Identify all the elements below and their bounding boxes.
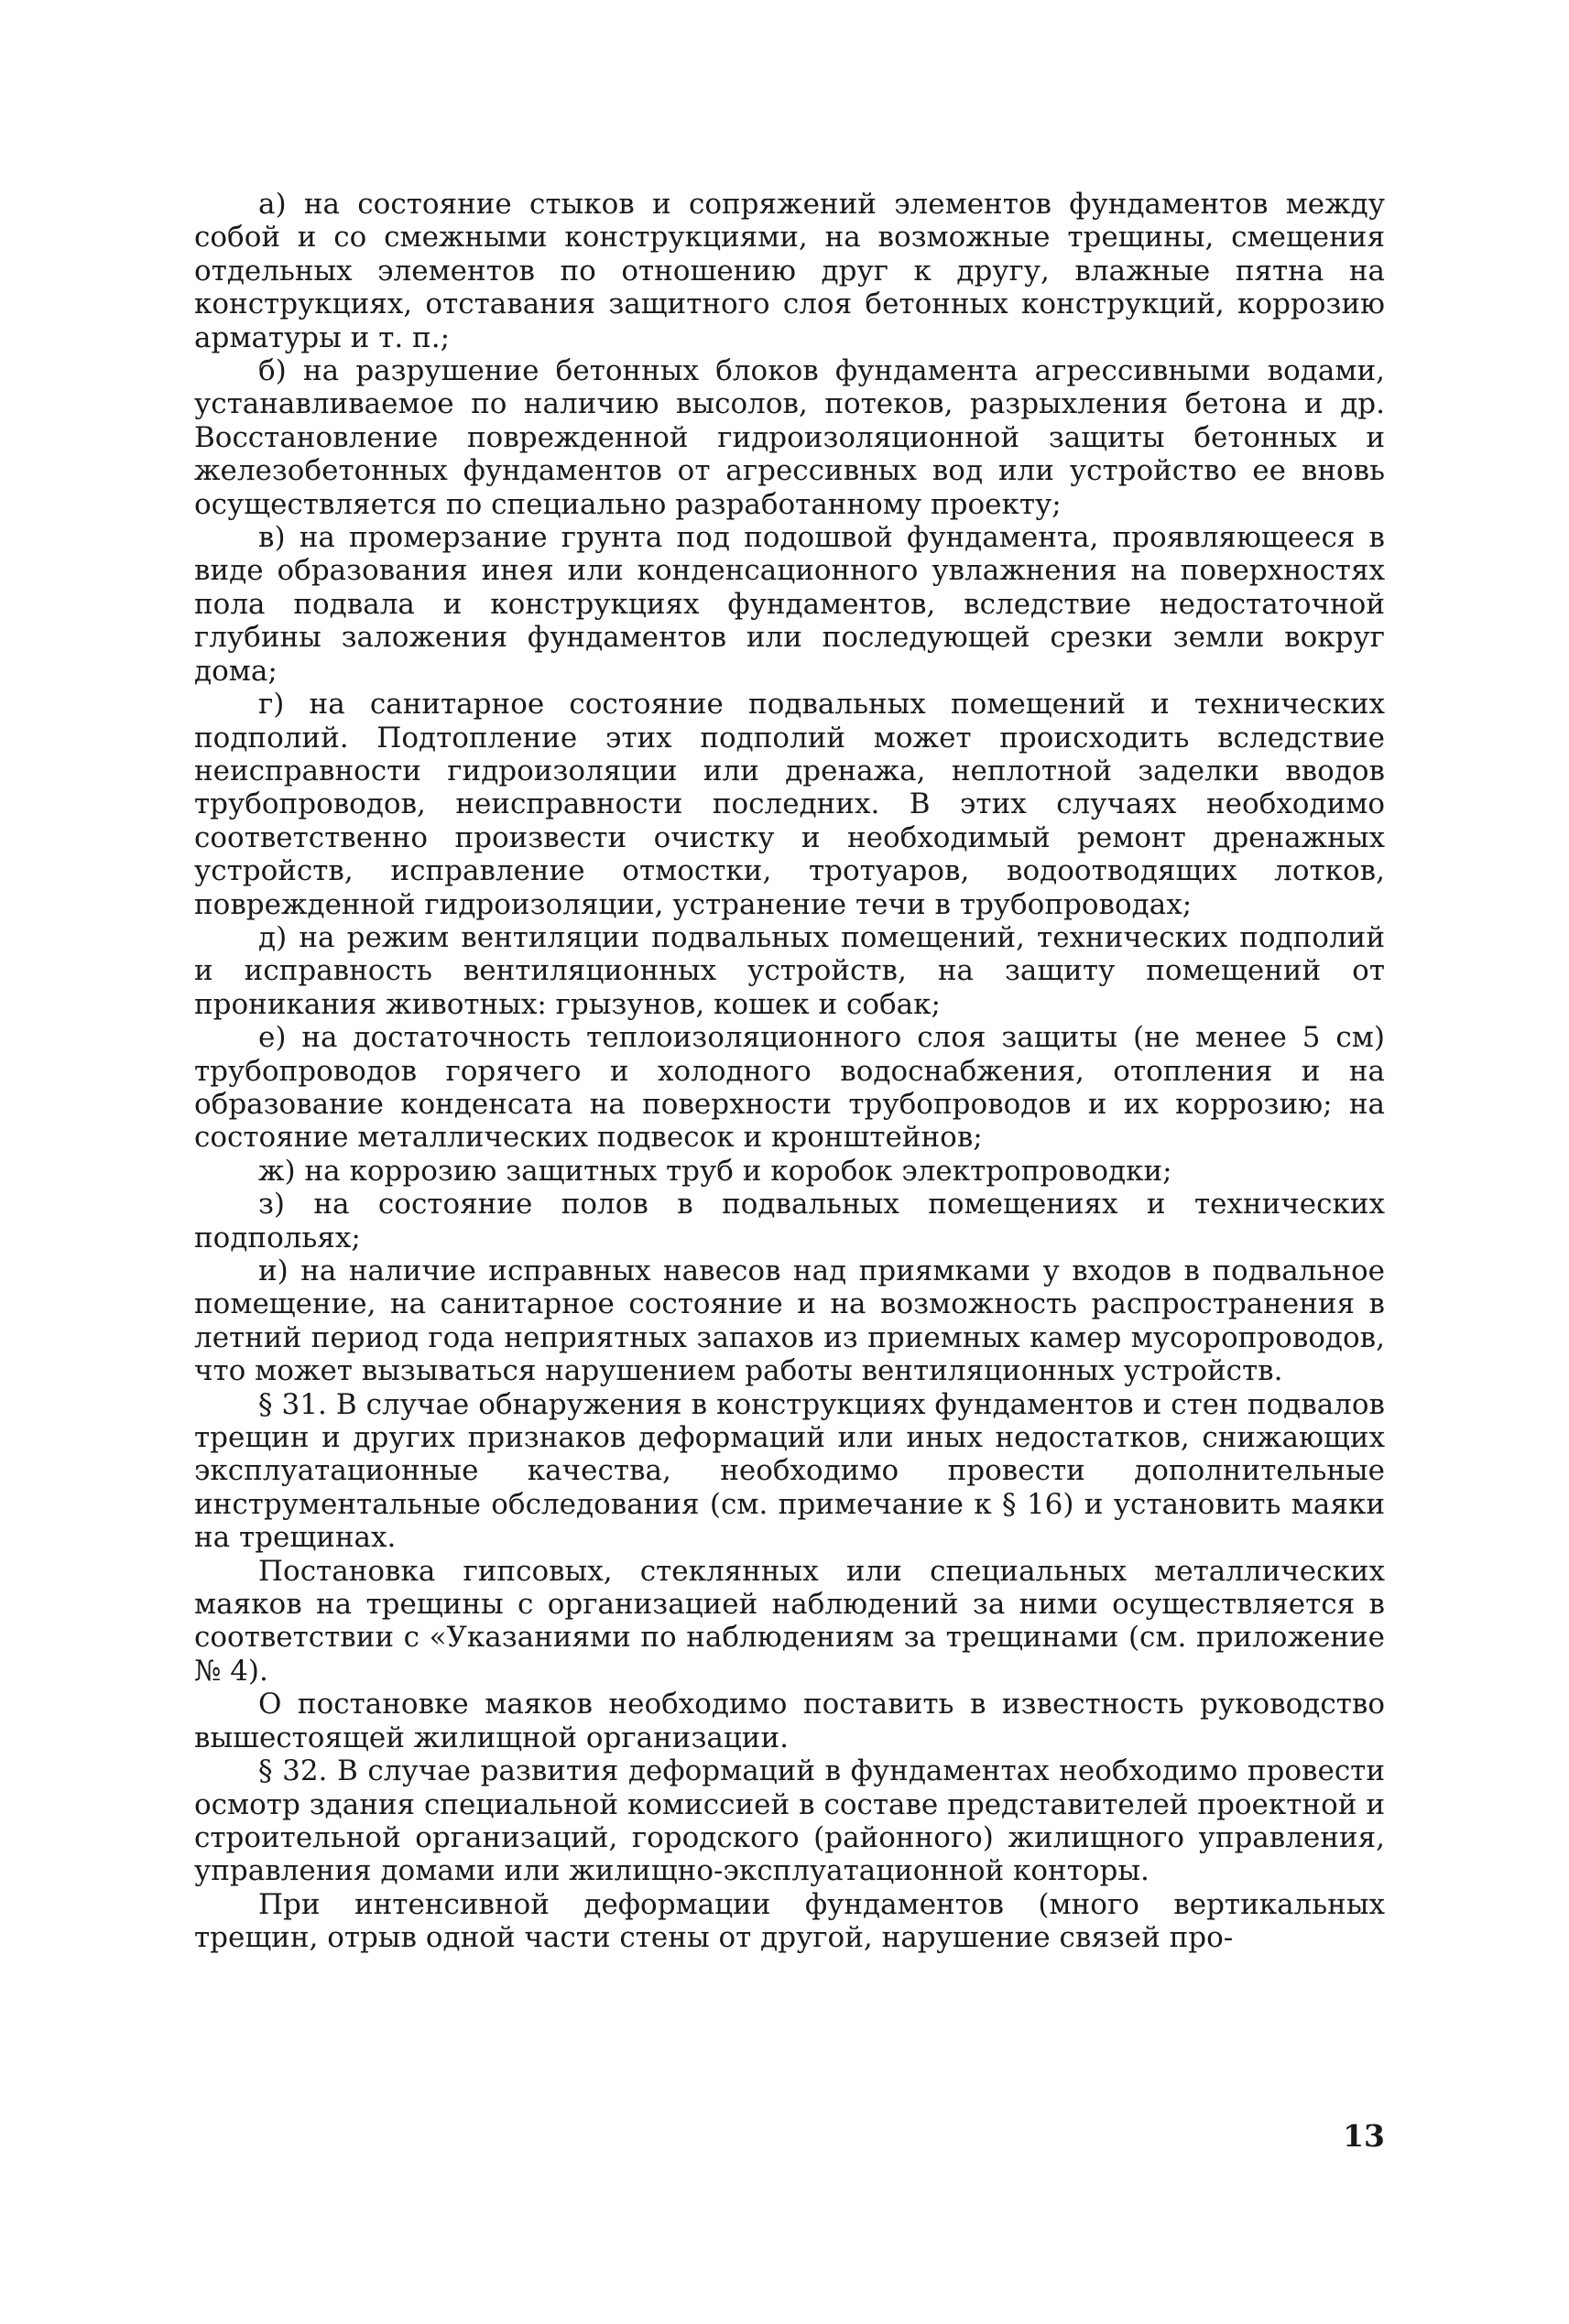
- paragraph-i: и) на наличие исправных навесов над приямками у входов в подвальное помещение, на санитарное состояние и на возможность распространения в летний период года неприятных запахов из приемных камер мусоропроводов, что может вызываться нарушением работы вентиляционных устройств.: [194, 1254, 1385, 1388]
- section-32: § 32. В случае развития деформаций в фундаментах необходимо провести осмотр здания специальной комиссией в составе представителей проектной и строительной организаций, городского (районного) жилищного управления, управления домами или жилищно-эксплуатационной конторы.: [194, 1754, 1385, 1888]
- paragraph-a: а) на состояние стыков и сопряжений элементов фундаментов между собой и со смежными конструкциями, на возможные трещины, смещения отдельных элементов по отношению друг к другу, влажные пятна на конструкциях, отставания защитного слоя бетонных конструкций, коррозию арматуры и т. п.;: [194, 188, 1385, 354]
- page-number: 13: [1343, 2118, 1385, 2154]
- paragraph-zh: ж) на коррозию защитных труб и коробок электропроводки;: [258, 1154, 1172, 1188]
- paragraph-d: д) на режим вентиляции подвальных помещений, технических подполий и исправность вентиляционных устройств, на защиту помещений от проникания животных: грызунов, кошек и собак;: [194, 920, 1385, 1021]
- section-31: § 31. В случае обнаружения в конструкциях фундаментов и стен подвалов трещин и других признаков деформаций или иных недостатков, снижающих эксплуатационные качества, необходимо провести дополнительные инструментальные обследования (см. примечание к § 16) и установить маяки на трещинах.: [194, 1387, 1385, 1555]
- paragraph-notification: О постановке маяков необходимо поставить в известность руководство вышестоящей жилищной организации.: [194, 1688, 1385, 1754]
- paragraph-intensive-deformation: При интенсивной деформации фундаментов (много вертикальных трещин, отрыв одной части стены от другой, нарушение связей про-: [194, 1887, 1385, 1955]
- paragraph-g: г) на санитарное состояние подвальных помещений и технических подполий. Подтопление этих подполий может происходить вследствие неисправности гидроизоляции или дренажа, неплотной заделки вводов трубопроводов, неисправности последних. В этих случаях необходимо соответственно произвести очистку и необходимый ремонт дренажных устройств, исправление отмостки, тротуаров, водоотводящих лотков, поврежденной гидроизоляции, устранение течи в трубопроводах;: [194, 688, 1385, 921]
- paragraph-z: з) на состояние полов в подвальных помещениях и технических подпольях;: [194, 1188, 1385, 1254]
- paragraph-v: в) на промерзание грунта под подошвой фундамента, проявляющееся в виде образования инея или конденсационного увлажнения на поверхностях пола подвала и конструкциях фундаментов, вследствие недостаточной глубины заложения фундаментов или последующей срезки земли вокруг дома;: [194, 521, 1385, 688]
- paragraph-beacons: Постановка гипсовых, стеклянных или специальных металлических маяков на трещины с организацией наблюдений за ними осуществляется в соответствии с «Указаниями по наблюдениям за трещинами (см. приложение № 4).: [194, 1554, 1385, 1688]
- paragraph-e: е) на достаточность теплоизоляционного слоя защиты (не менее 5 см) трубопроводов горячего и холодного водоснабжения, отопления и на образование конденсата на поверхности трубопроводов и их коррозию; на состояние металлических подвесок и кронштейнов;: [194, 1021, 1385, 1155]
- document-page: [194, 188, 1385, 2294]
- paragraph-b: б) на разрушение бетонных блоков фундамента агрессивными водами, устанавливаемое по наличию высолов, потеков, разрыхления бетона и др. Восстановление поврежденной гидроизоляционной защиты бетонных и железобетонных фундаментов от агрессивных вод или устройство ее вновь осуществляется по специально разработанному проекту;: [194, 354, 1385, 521]
